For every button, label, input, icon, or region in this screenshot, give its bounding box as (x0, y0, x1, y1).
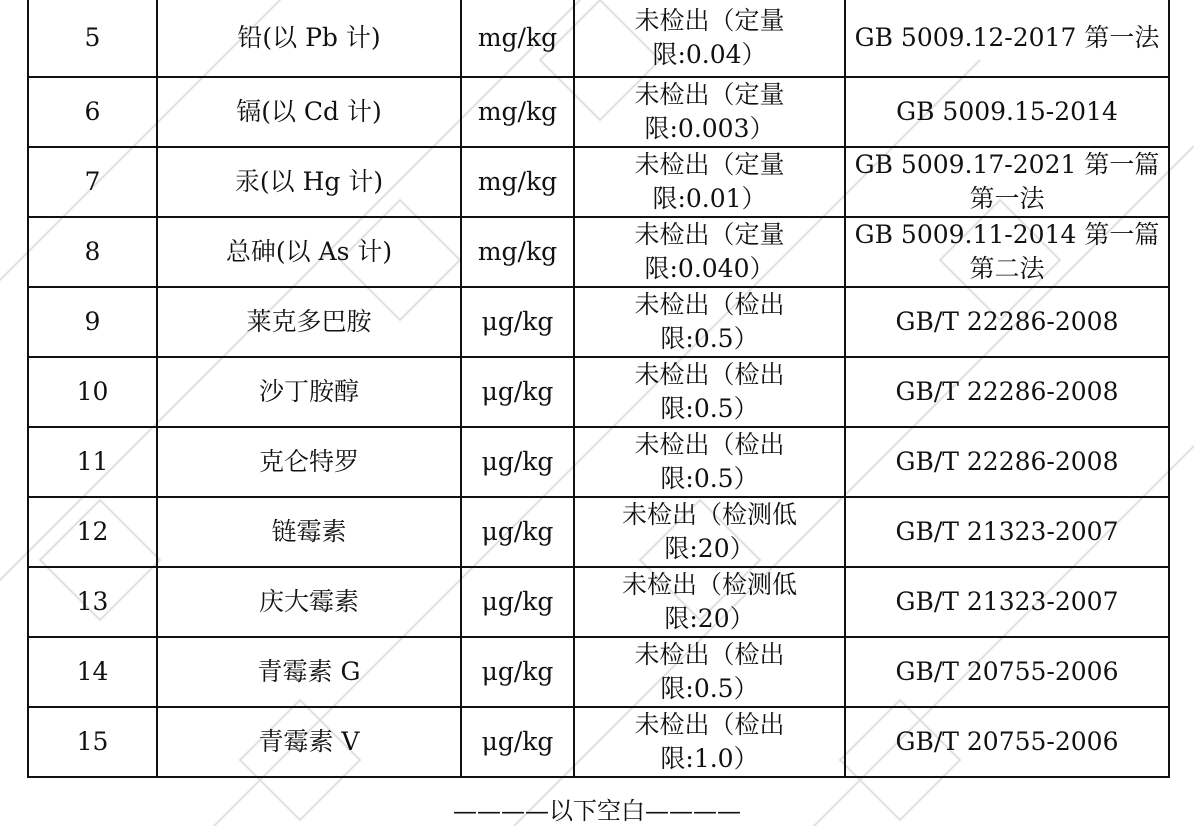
test-item-cell: 青霉素 V (157, 707, 461, 777)
method-text-line: GB/T 22286-2008 (895, 307, 1119, 336)
result-cell (574, 357, 845, 427)
unit-cell: mg/kg (461, 217, 574, 287)
method-text-line: GB/T 20755-2006 (895, 657, 1119, 686)
method-cell (845, 287, 1169, 357)
result-text-line: 未检出（定量 (634, 150, 785, 179)
unit-cell: μg/kg (461, 637, 574, 707)
result-text-line: 未检出（检出 (634, 430, 785, 459)
result-text-line: 未检出（定量 (634, 220, 785, 249)
method-text-line: 第一法 (969, 184, 1045, 213)
test-item-cell: 总砷(以 As 计) (157, 217, 461, 287)
method-cell (845, 357, 1169, 427)
table-row (28, 637, 1169, 707)
table-row (28, 357, 1169, 427)
method-cell (845, 567, 1169, 637)
test-item-cell: 克仑特罗 (157, 427, 461, 497)
method-cell (845, 0, 1169, 77)
results-table-body (28, 0, 1169, 777)
row-number-cell: 12 (28, 497, 157, 567)
method-text-line: GB 5009.17-2021 第一篇 (854, 150, 1160, 179)
result-cell (574, 427, 845, 497)
row-number-cell: 14 (28, 637, 157, 707)
method-cell (845, 77, 1169, 147)
result-text-line: 限:0.5） (660, 324, 759, 353)
table-row (28, 217, 1169, 287)
result-text-line: 限:20） (664, 534, 755, 563)
result-cell (574, 217, 845, 287)
result-text-line: 未检出（定量 (634, 80, 785, 109)
result-text-line: 限:0.003） (644, 114, 775, 143)
row-number-cell: 8 (28, 217, 157, 287)
result-text-line: 未检出（检测低 (621, 500, 797, 529)
unit-cell: mg/kg (461, 147, 574, 217)
method-text-line: GB/T 22286-2008 (895, 447, 1119, 476)
method-cell (845, 707, 1169, 777)
row-number-cell: 7 (28, 147, 157, 217)
unit-cell: μg/kg (461, 357, 574, 427)
method-text-line: GB 5009.15-2014 (896, 97, 1118, 126)
test-item-cell: 链霉素 (157, 497, 461, 567)
result-text-line: 未检出（检出 (634, 710, 785, 739)
table-row (28, 77, 1169, 147)
result-text-line: 限:0.040） (644, 254, 775, 283)
method-text-line: GB/T 21323-2007 (895, 517, 1119, 546)
result-cell (574, 287, 845, 357)
result-text-line: 未检出（检出 (634, 360, 785, 389)
row-number-cell: 15 (28, 707, 157, 777)
result-cell (574, 147, 845, 217)
result-text-line: 限:0.04） (652, 40, 767, 69)
result-cell (574, 637, 845, 707)
test-item-cell: 莱克多巴胺 (157, 287, 461, 357)
table-row (28, 427, 1169, 497)
method-cell (845, 147, 1169, 217)
table-row (28, 497, 1169, 567)
table-row (28, 147, 1169, 217)
test-item-cell: 汞(以 Hg 计) (157, 147, 461, 217)
table-row (28, 567, 1169, 637)
result-cell (574, 0, 845, 77)
result-text-line: 限:1.0） (660, 744, 759, 773)
unit-cell: mg/kg (461, 77, 574, 147)
test-item-cell: 沙丁胺醇 (157, 357, 461, 427)
row-number-cell: 6 (28, 77, 157, 147)
method-text-line: 第二法 (969, 254, 1045, 283)
method-cell (845, 637, 1169, 707)
unit-cell: mg/kg (461, 0, 574, 77)
table-row (28, 0, 1169, 77)
unit-cell: μg/kg (461, 497, 574, 567)
table-row (28, 287, 1169, 357)
method-text-line: GB 5009.11-2014 第一篇 (854, 220, 1160, 249)
method-cell (845, 427, 1169, 497)
row-number-cell: 5 (28, 0, 157, 77)
row-number-cell: 10 (28, 357, 157, 427)
results-table (27, 0, 1170, 778)
result-text-line: 限:0.5） (660, 464, 759, 493)
result-text-line: 限:0.5） (660, 674, 759, 703)
result-text-line: 限:0.01） (652, 184, 767, 213)
result-text-line: 限:20） (664, 604, 755, 633)
method-cell (845, 217, 1169, 287)
result-cell (574, 497, 845, 567)
test-item-cell: 青霉素 G (157, 637, 461, 707)
unit-cell: μg/kg (461, 287, 574, 357)
unit-cell: μg/kg (461, 427, 574, 497)
unit-cell: μg/kg (461, 567, 574, 637)
unit-cell: μg/kg (461, 707, 574, 777)
result-text-line: 未检出（定量 (634, 6, 785, 35)
result-text-line: 限:0.5） (660, 394, 759, 423)
table-row (28, 707, 1169, 777)
method-text-line: GB/T 20755-2006 (895, 727, 1119, 756)
test-item-cell: 庆大霉素 (157, 567, 461, 637)
result-cell (574, 77, 845, 147)
row-number-cell: 11 (28, 427, 157, 497)
end-of-table-note: ————以下空白———— (453, 797, 741, 825)
row-number-cell: 13 (28, 567, 157, 637)
result-cell (574, 707, 845, 777)
result-text-line: 未检出（检出 (634, 290, 785, 319)
test-item-cell: 镉(以 Cd 计) (157, 77, 461, 147)
method-text-line: GB/T 21323-2007 (895, 587, 1119, 616)
row-number-cell: 9 (28, 287, 157, 357)
method-cell (845, 497, 1169, 567)
result-text-line: 未检出（检出 (634, 640, 785, 669)
test-item-cell: 铅(以 Pb 计) (157, 0, 461, 77)
method-text-line: GB/T 22286-2008 (895, 377, 1119, 406)
result-text-line: 未检出（检测低 (621, 570, 797, 599)
result-cell (574, 567, 845, 637)
method-text-line: GB 5009.12-2017 第一法 (854, 23, 1160, 52)
